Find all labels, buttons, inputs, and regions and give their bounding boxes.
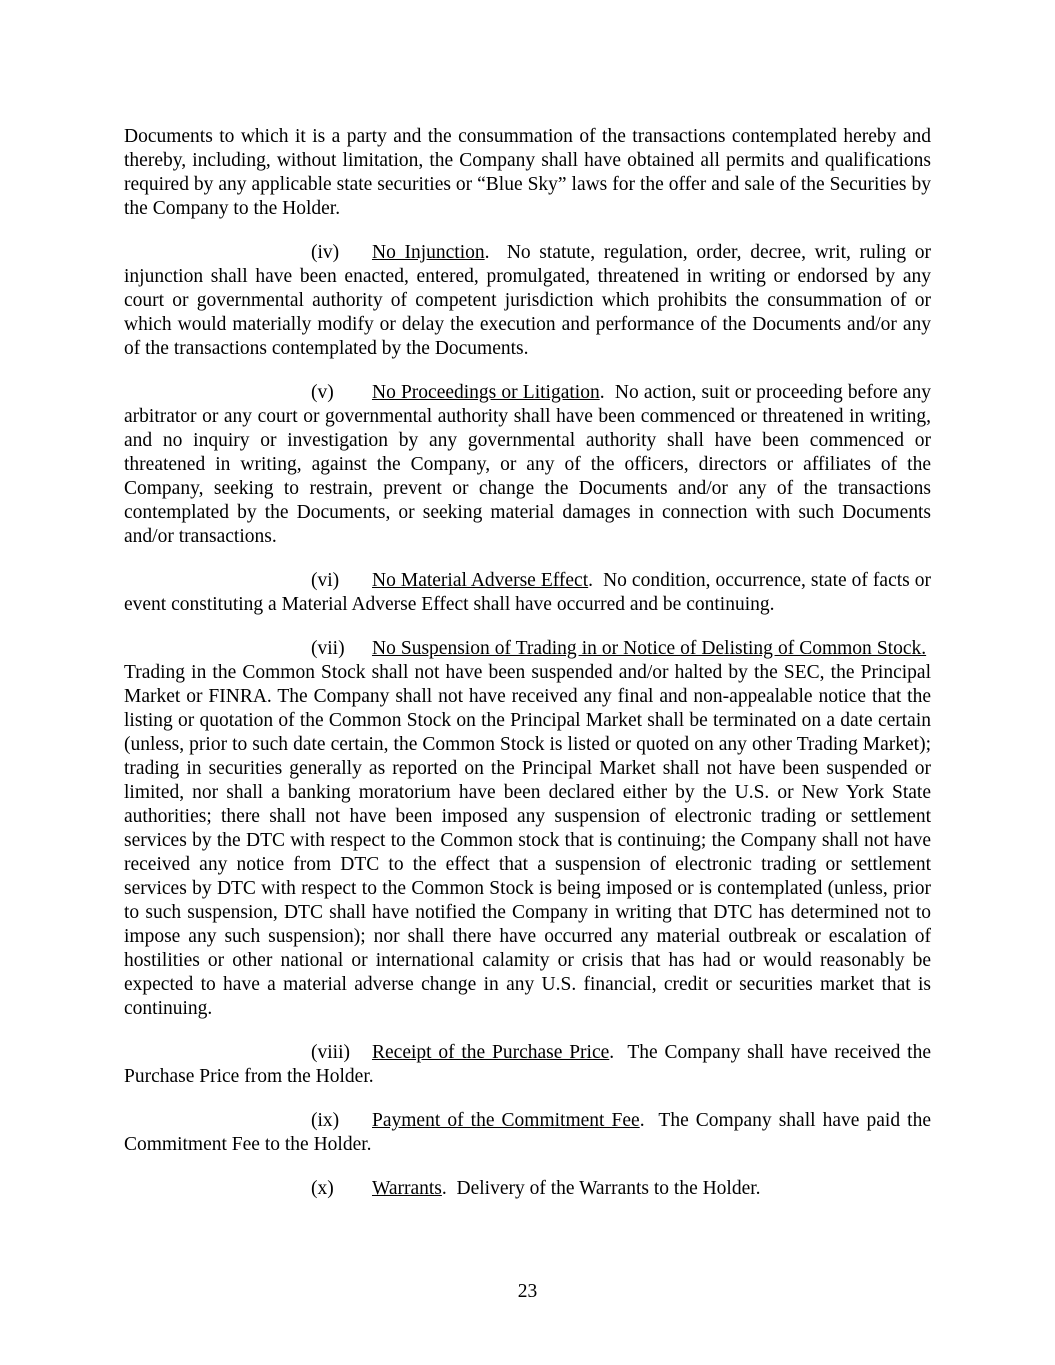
page-number: 23 [517,1281,538,1302]
continuation-paragraph: Documents to which it is a party and the consummation of the transactions contemplated hereby and thereby, including, without limitation, the Company shall have obtained all permits and qualifications required by any applicable state securities or “Blue Sky” laws for the offer and sale of the Securities by the Company to the Holder. [124,126,931,219]
section-vii [124,637,931,1021]
section-heading: No Suspension of Trading in or Notice of Delisting of Common Stock. [372,638,927,659]
section-text: No statute, regulation, order, decree, writ, ruling or injunction shall have been enacted, entered, promulgated, threatened in writing or endorsed by any court or governmental authority of competent jurisdiction which prohibits the consummation of or which would materially modify or delay the execution and performance of the Documents and/or any of the transactions contemplated by the Documents. [124,242,932,359]
section-heading: Receipt of the Purchase Price [372,1042,610,1063]
section-number: (x) [311,1178,334,1199]
section-iv [124,241,931,361]
document-page [124,125,931,1201]
section-viii [124,1041,931,1089]
section-heading: No Material Adverse Effect [372,570,589,591]
heading-punctuation: . [609,1042,615,1063]
section-text: No action, suit or proceeding before any arbitrator or any court or governmental authority shall have been commenced or threatened in writing, and no inquiry or investigation by any governmental authority shall have been commenced or threatened in writing, against the Company, or any of the officers, directors or affiliates of the Company, seeking to restrain, prevent or change the Documents and/or any of the transactions contemplated by the Documents, or seeking material damages in connection with such Documents and/or transactions. [124,382,932,547]
heading-punctuation: . [599,382,605,403]
heading-punctuation: . [588,570,594,591]
section-heading: No Injunction [372,242,485,263]
section-text: The Company shall have paid the Commitment Fee to the Holder. [124,1110,931,1155]
section-heading: No Proceedings or Litigation [372,382,600,403]
section-text: The Company shall have received the Purchase Price from the Holder. [124,1042,931,1087]
section-number: (vii) [311,638,345,659]
section-number: (v) [311,382,334,403]
section-vi [124,569,931,617]
section-number: (vi) [311,570,340,591]
section-number: (iv) [311,242,340,263]
section-text: Trading in the Common Stock shall not have been suspended and/or halted by the SEC, the Principal Market or FINRA. The Company shall not have received any final and non-appealable notice that the listing or quotation of the Common Stock on the Principal Market shall be terminated on a date certain (unless, prior to such date certain, the Common Stock is listed or quoted on any other Trading Market); trading in securities generally as reported on the Principal Market shall not have been suspended or limited, nor shall a banking moratorium have been declared either by the U.S. or New York State authorities; there shall not have been imposed any suspension of electronic trading or settlement services by the DTC with respect to the Common stock that is continuing; the Company shall not have received any notice from DTC to the effect that a suspension of electronic trading or settlement services by DTC with respect to the Common Stock is being imposed or is contemplated (unless, prior to such suspension, DTC shall have notified the Company in writing that DTC has determined not to impose any such suspension); nor shall there have occurred any material outbreak or escalation of hostilities or other national or international calamity or crisis that has had or would reasonably be expected to have a material adverse change in any U.S. financial, credit or securities market that is continuing. [124,662,931,1019]
section-x [124,1177,931,1201]
section-text: No condition, occurrence, state of facts or event constituting a Material Adverse Effect shall have occurred and be continuing. [124,570,932,615]
heading-punctuation: . [441,1178,447,1199]
section-number: (ix) [311,1110,340,1131]
section-ix [124,1109,931,1157]
heading-punctuation: . [639,1110,645,1131]
heading-punctuation: . [484,242,490,263]
section-text: Delivery of the Warrants to the Holder. [456,1178,761,1199]
section-v [124,381,931,549]
section-number: (viii) [311,1042,350,1063]
section-heading: Warrants [372,1178,442,1199]
section-heading: Payment of the Commitment Fee [372,1110,640,1131]
